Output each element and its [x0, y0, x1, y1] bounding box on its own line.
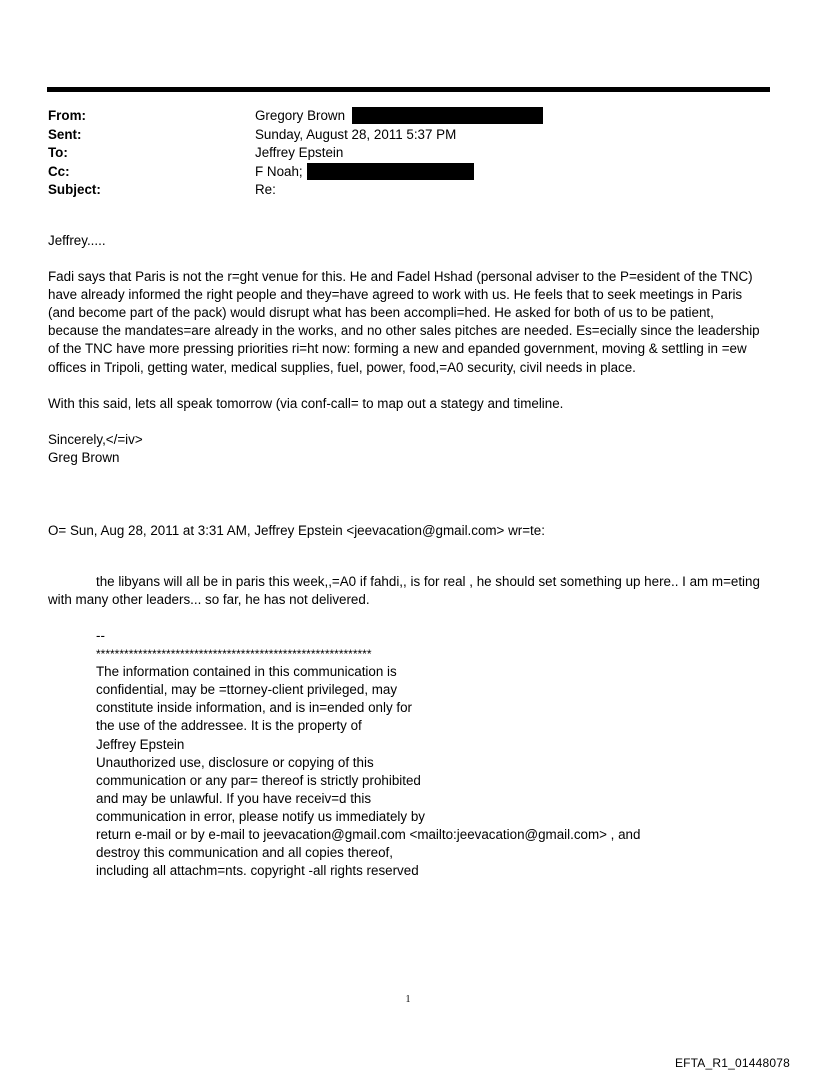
disclaimer-line: communication in error, please notify us immediately by [96, 808, 425, 824]
body-paragraph-2: With this said, lets all speak tomorrow (via conf-call= to map out a stategy and timeline. [48, 395, 564, 411]
disclaimer-line: destroy this communication and all copies thereof, [96, 845, 393, 861]
to-value: Jeffrey Epstein [255, 145, 344, 160]
sent-value: Sunday, August 28, 2011 5:37 PM [255, 126, 457, 142]
greeting: Jeffrey..... [48, 233, 106, 248]
disclaimer-line: Jeffrey Epstein [96, 736, 185, 752]
body-paragraph-1: Fadi says that Paris is not the r=ght venue for this. He and Fadel Hshad (personal adviser to the P=esident of the TNC) have already informed the right people and they=have agreed to work with us. He feels that to seek meetings in Paris (and become part of the pack) would disrupt what has been accompli=hed. He asked for both of us to be patient, because the mandates=are already in the works, and no other sales pitches are needed. Es=ecially since the leadership of the TNC have more pressing priorities ri=ht now: forming a new and epanded government, moving & settling in =ew offices in Tripoli, getting water, medical supplies, fuel, power, food,=A0 security, civil needs in place. [48, 269, 760, 375]
document-id: EFTA_R1_01448078 [674, 1056, 790, 1070]
disclaimer-line: confidential, may be =ttorney-client privileged, may [96, 682, 398, 698]
sent-row [48, 126, 768, 145]
to-row [48, 144, 768, 163]
disclaimer-line: the use of the addressee. It is the property of [96, 718, 362, 734]
disclaimer-line: communication or any par= thereof is strictly prohibited [96, 772, 421, 788]
email-header [48, 107, 768, 200]
cc-value: F Noah; [255, 163, 303, 179]
subject-value: Re: [255, 182, 276, 197]
from-value: Gregory Brown [255, 108, 346, 123]
page-number: 1 [405, 994, 411, 1005]
signature: Greg Brown [48, 449, 120, 465]
to-label: To: [48, 145, 68, 160]
quoted-message: the libyans will all be in paris this week,,=A0 if fahdi,, is for real , he should set something up here.. I am m=eting with many other leaders... so far, he has not delivered. [48, 574, 760, 608]
header-rule [47, 87, 770, 92]
redaction-bar [352, 107, 543, 124]
disclaimer-line: constitute inside information, and is in=ended only for [96, 700, 412, 716]
sent-label: Sent: [48, 126, 82, 142]
disclaimer-line: including all attachm=nts. copyright -all rights reserved [96, 863, 419, 879]
signature-separator: -- [96, 628, 105, 643]
disclaimer-line: The information contained in this communication is [96, 664, 397, 680]
disclaimer-block [96, 627, 736, 880]
from-row [48, 107, 768, 126]
closing: Sincerely,</=iv> [48, 431, 143, 447]
from-label: From: [48, 108, 86, 123]
subject-row [48, 181, 768, 200]
email-body [48, 232, 768, 467]
stars-line: *********************************************************** [96, 647, 372, 662]
cc-row [48, 163, 768, 182]
disclaimer-line: return e-mail or by e-mail to jeevacation@gmail.com <mailto:jeevacation@gmail.com> , and [96, 827, 641, 843]
quoted-intro: O= Sun, Aug 28, 2011 at 3:31 AM, Jeffrey Epstein <jeevacation@gmail.com> wr=te: [48, 523, 545, 538]
redaction-bar [307, 163, 474, 180]
disclaimer-line: Unauthorized use, disclosure or copying of this [96, 754, 374, 770]
subject-label: Subject: [48, 182, 101, 197]
cc-label: Cc: [48, 163, 70, 179]
disclaimer-line: and may be unlawful. If you have receiv=d this [96, 790, 372, 806]
